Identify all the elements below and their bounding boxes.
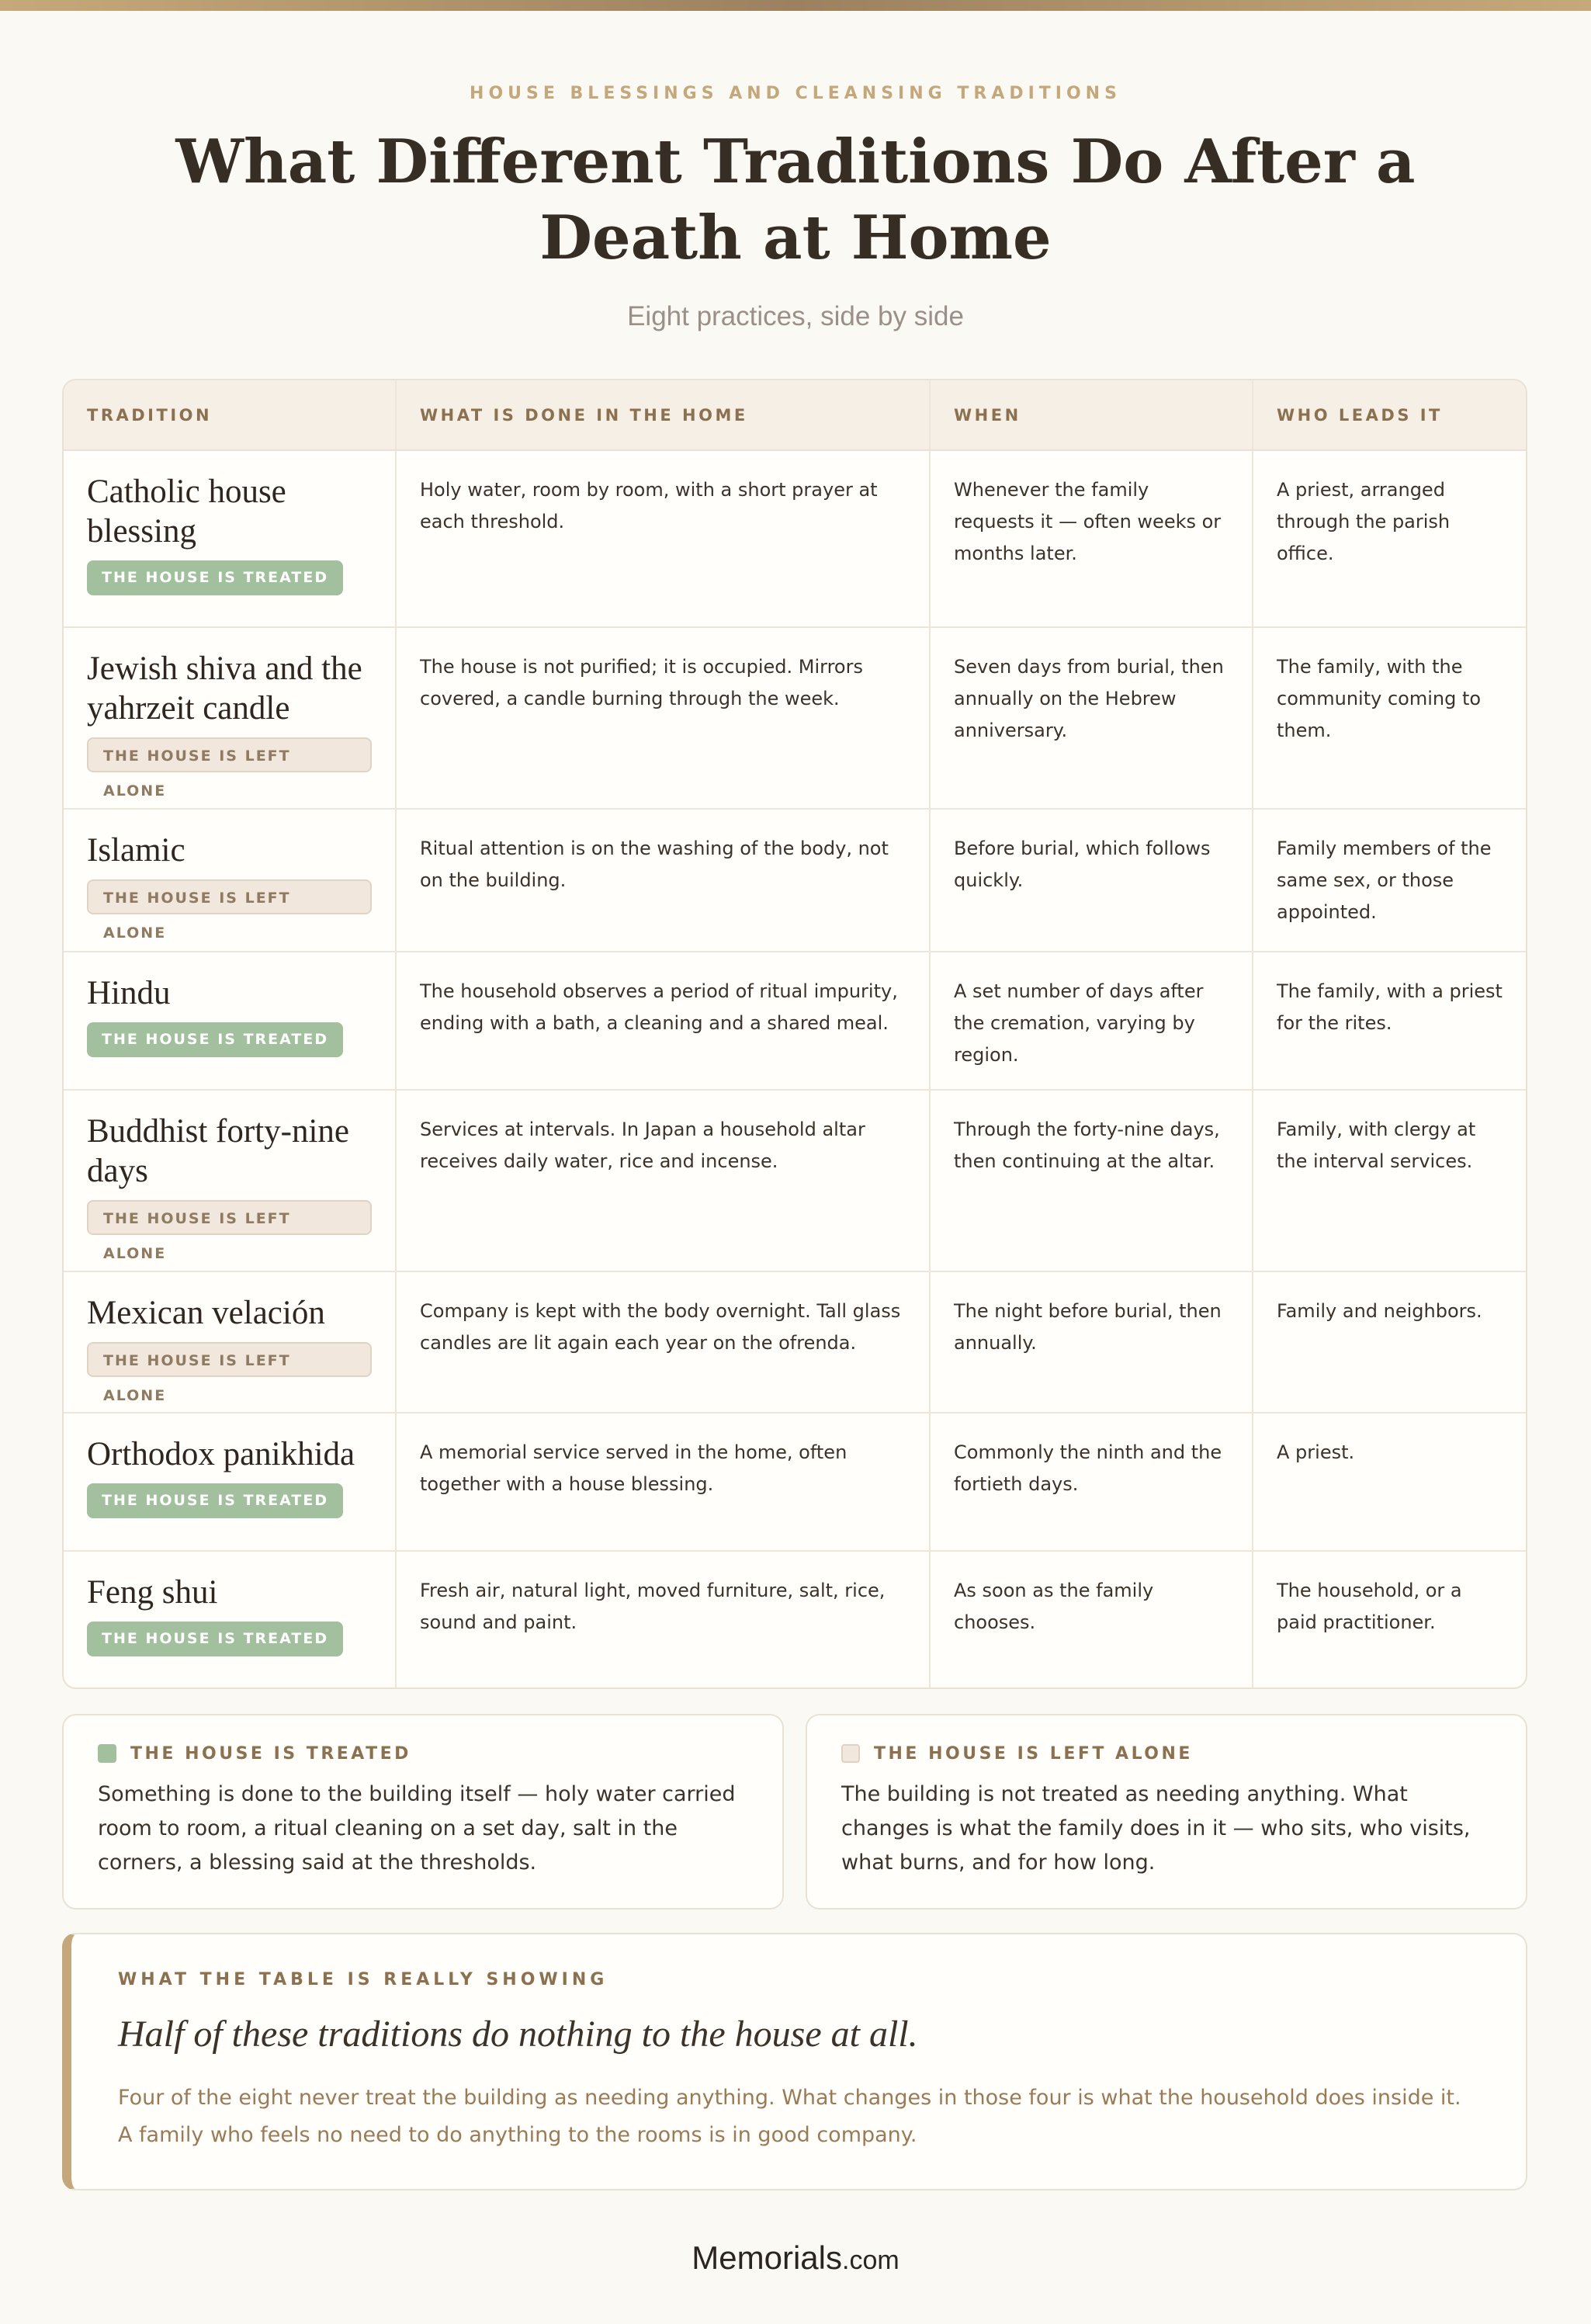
what-cell: Ritual attention is on the washing of the body, not on the building. [396, 809, 930, 952]
page-title: What Different Traditions Do After a Death at Home [175, 127, 1416, 273]
insight-callout [62, 1933, 1527, 2190]
when-cell: Whenever the family requests it — often weeks or months later. [930, 450, 1253, 627]
table-row [64, 1090, 1527, 1271]
table-row [64, 809, 1527, 952]
table-row [64, 450, 1527, 627]
page-subtitle: Eight practices, side by side [627, 301, 964, 331]
when-cell: Seven days from burial, then annually on the Hebrew anniversary. [930, 627, 1253, 809]
tradition-name: Catholic house blessing [87, 473, 286, 550]
tradition-name: Orthodox panikhida [87, 1436, 355, 1472]
status-badge: THE HOUSE IS LEFT ALONE [87, 1200, 372, 1235]
logo-brand: Memorials [692, 2239, 842, 2276]
legend-treated [62, 1714, 784, 1909]
page-eyebrow: HOUSE BLESSINGS AND CLEANSING TRADITIONS [470, 84, 1121, 103]
tradition-name: Jewish shiva and the yahrzeit candle [87, 650, 362, 727]
treated-swatch-icon [98, 1744, 116, 1763]
tradition-name: Buddhist forty-nine days [87, 1113, 349, 1189]
status-badge: THE HOUSE IS LEFT ALONE [87, 1342, 372, 1377]
status-badge: THE HOUSE IS TREATED [87, 1622, 343, 1656]
tradition-cell [64, 1413, 396, 1551]
tradition-cell [64, 1090, 396, 1271]
what-cell: The house is not purified; it is occupied. Mirrors covered, a candle burning through the week. [396, 627, 930, 809]
table-header-row [64, 380, 1527, 450]
tradition-name: Hindu [87, 975, 171, 1011]
status-badge: THE HOUSE IS LEFT ALONE [87, 737, 372, 772]
when-cell: The night before burial, then annually. [930, 1271, 1253, 1413]
what-cell: Company is kept with the body overnight. Tall glass candles are lit again each year on the ofrenda. [396, 1271, 930, 1413]
what-cell: A memorial service served in the home, often together with a house blessing. [396, 1413, 930, 1551]
what-cell: Fresh air, natural light, moved furniture, salt, rice, sound and paint. [396, 1551, 930, 1688]
column-header-when: WHEN [930, 380, 1253, 450]
callout-body: Four of the eight never treat the building as needing anything. What changes in those four is what the household does inside it. A family who feels no need to do anything to the rooms is in good company. [118, 2086, 1461, 2147]
who-cell: A priest, arranged through the parish office. [1253, 450, 1527, 627]
what-cell: Holy water, room by room, with a short prayer at each threshold. [396, 450, 930, 627]
legend-left-alone-text: The building is not treated as needing anything. What changes is what the family does in it — who sits, who visits, what burns, and for how long. [841, 1782, 1471, 1875]
legend-treated-label: THE HOUSE IS TREATED [130, 1743, 411, 1764]
who-cell: The household, or a paid practitioner. [1277, 1580, 1462, 1633]
status-badge: THE HOUSE IS TREATED [87, 1022, 343, 1057]
tradition-name: Islamic [87, 832, 185, 869]
logo-suffix: .com [842, 2246, 899, 2275]
table-row [64, 1271, 1527, 1413]
tradition-name: Mexican velación [87, 1295, 325, 1331]
legend-left-alone-label: THE HOUSE IS LEFT ALONE [874, 1743, 1193, 1764]
when-cell: As soon as the family chooses. [930, 1551, 1253, 1688]
status-badge: THE HOUSE IS TREATED [87, 1483, 343, 1518]
table-row [64, 1551, 1527, 1688]
callout-headline: Half of these traditions do nothing to the house at all. [118, 2014, 918, 2055]
when-cell: Through the forty-nine days, then continuing at the altar. [930, 1090, 1253, 1271]
column-header-tradition: TRADITION [64, 380, 396, 450]
tradition-cell [64, 809, 396, 952]
who-cell: A priest. [1253, 1413, 1527, 1551]
traditions-table [64, 380, 1527, 1688]
who-cell: The family, with a priest for the rites. [1253, 952, 1527, 1090]
legend-left-alone [806, 1714, 1527, 1909]
table-row [64, 952, 1527, 1090]
when-cell: Commonly the ninth and the fortieth days. [930, 1413, 1253, 1551]
top-accent-bar [0, 0, 1591, 11]
who-cell: Family and neighbors. [1253, 1271, 1527, 1413]
tradition-cell [64, 1551, 396, 1688]
callout-eyebrow: WHAT THE TABLE IS REALLY SHOWING [118, 1970, 608, 1989]
legend-treated-text: Something is done to the building itself — holy water carried room to room, a ritual cleaning on a set day, salt in the corners, a blessing said at the thresholds. [98, 1782, 736, 1875]
tradition-cell [64, 1271, 396, 1413]
left-alone-swatch-icon [841, 1744, 860, 1763]
traditions-table-card [62, 379, 1527, 1689]
who-cell: Family members of the same sex, or those appointed. [1253, 809, 1527, 952]
table-row [64, 1413, 1527, 1551]
what-cell: Services at intervals. In Japan a household altar receives daily water, rice and incense. [396, 1090, 930, 1271]
when-cell: Before burial, which follows quickly. [930, 809, 1253, 952]
what-cell: The household observes a period of ritual impurity, ending with a bath, a cleaning and a shared meal. [396, 952, 930, 1090]
tradition-cell [64, 450, 396, 627]
table-row [64, 627, 1527, 809]
who-cell: Family, with clergy at the interval services. [1253, 1090, 1527, 1271]
status-badge: THE HOUSE IS LEFT ALONE [87, 879, 372, 914]
when-cell: A set number of days after the cremation, varying by region. [930, 952, 1253, 1090]
column-header-what: WHAT IS DONE IN THE HOME [396, 380, 930, 450]
memorials-logo[interactable] [0, 2239, 1591, 2277]
who-cell: The family, with the community coming to them. [1253, 627, 1527, 809]
column-header-who: WHO LEADS IT [1253, 380, 1527, 450]
tradition-name: Feng shui [87, 1574, 218, 1611]
tradition-cell [64, 627, 396, 809]
tradition-cell [64, 952, 396, 1090]
status-badge: THE HOUSE IS TREATED [87, 560, 343, 595]
